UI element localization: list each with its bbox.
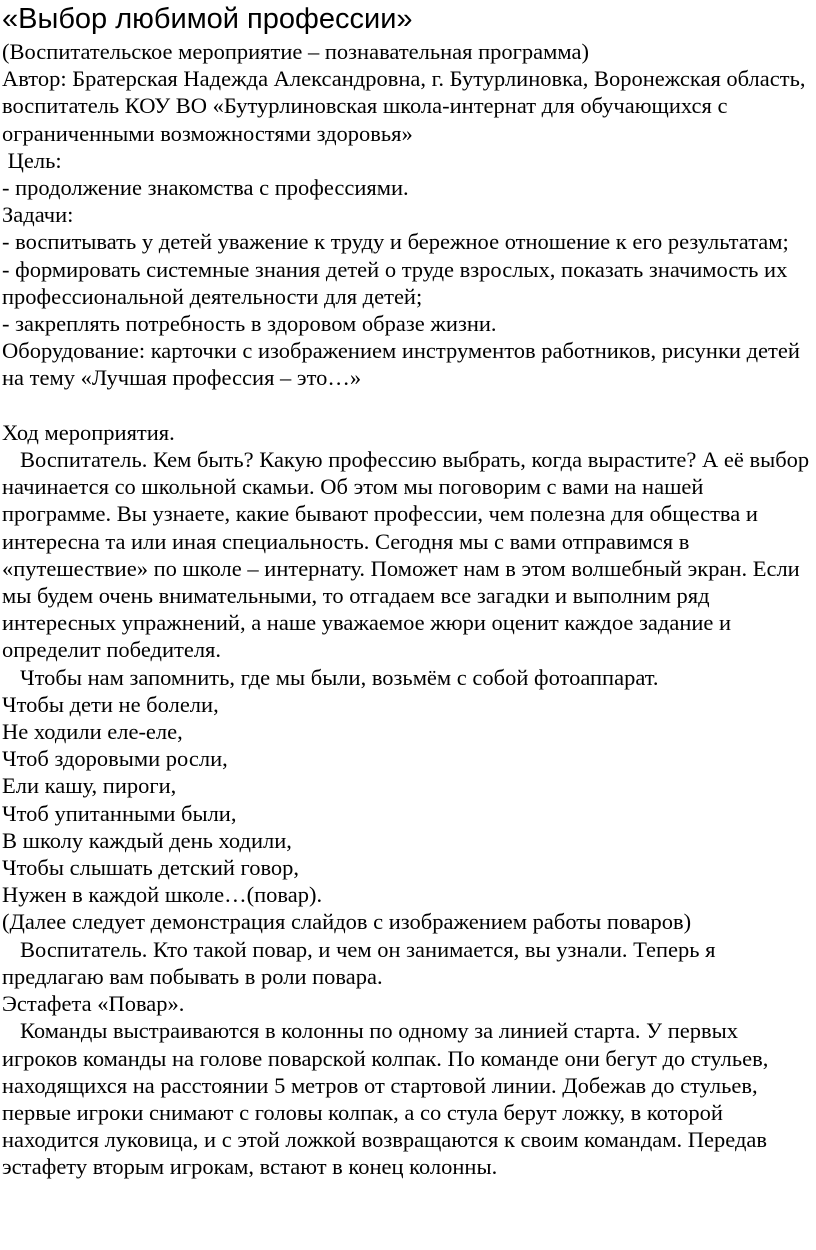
task-item: - закреплять потребность в здоровом образе жизни.	[2, 311, 497, 337]
goal-item: - продолжение знакомства с профессиями.	[2, 175, 409, 201]
relay-heading: Эстафета «Повар».	[2, 991, 185, 1017]
poem-line: Чтобы слышать детский говор,	[2, 855, 300, 881]
document-page	[2, 0, 814, 1181]
poem-line: Чтобы дети не болели,	[2, 691, 219, 717]
slides-note: (Далее следует демонстрация слайдов с изображением работы поваров)	[2, 909, 692, 935]
subtitle: (Воспитательское мероприятие – познавательная программа)	[2, 39, 589, 64]
poem-line: Не ходили еле-еле,	[2, 719, 183, 745]
task-item: - воспитывать у детей уважение к труду и бережное отношение к его результатам;	[2, 229, 789, 255]
poem-line: Ели кашу, пироги,	[2, 773, 177, 799]
teacher-paragraph: Воспитатель. Кто такой повар, и чем он занимается, вы узнали. Теперь я предлагаю вам побывать в роли повара.	[2, 936, 722, 989]
tasks-heading: Задачи:	[2, 202, 74, 228]
poem-line: Нужен в каждой школе…(повар).	[2, 882, 323, 908]
task-item: - формировать системные знания детей о труде взрослых, показать значимость их профессиональной деятельности для детей;	[2, 256, 793, 309]
equipment-text: Оборудование: карточки с изображением инструментов работников, рисунки детей на тему «Лучшая профессия – это…»	[2, 338, 806, 391]
relay-paragraph: Команды выстраиваются в колонны по одному за линией старта. У первых игроков команды на голове поварской колпак. По команде они бегут до стульев, находящихся на расстоянии 5 метров от стартовой линии. Добежав до стульев, первые игроки снимают с головы колпак, а со стула берут ложку, в которой находится луковица, и с этой ложкой возвращаются к своим командам. Передав эстафету вторым игрокам, встают в конец колонны.	[2, 1018, 774, 1180]
course-heading: Ход мероприятия.	[2, 419, 175, 445]
document-title: «Выбор любимой профессии»	[2, 3, 413, 35]
blank-line	[2, 392, 814, 419]
photo-paragraph: Чтобы нам запомнить, где мы были, возьмём с собой фотоаппарат.	[20, 664, 659, 690]
poem-line: Чтоб здоровыми росли,	[2, 746, 228, 772]
author-info: Автор: Братерская Надежда Александровна, г. Бутурлиновка, Воронежская область, воспитатель КОУ ВО «Бутурлиновская школа-интернат для обучающихся с ограниченными возможностями здоровья»	[2, 66, 812, 146]
goal-heading: Цель:	[2, 147, 62, 173]
intro-paragraph: Воспитатель. Кем быть? Какую профессию выбрать, когда вырастите? А её выбор начинается со школьной скамьи. Об этом мы поговорим с вами на нашей программе. Вы узнаете, какие бывают профессии, чем полезна для общества и интересна та или иная специальность. Сегодня мы с вами отправимся в «путешествие» по школе – интернату. Поможет нам в этом волшебный экран. Если мы будем очень внимательными, то отгадаем все загадки и выполним ряд интересных упражнений, а наше уважаемое жюри оценит каждое задание и определит победителя.	[2, 447, 815, 663]
poem-line: В школу каждый день ходили,	[2, 827, 292, 853]
poem-line: Чтоб упитанными были,	[2, 800, 237, 826]
